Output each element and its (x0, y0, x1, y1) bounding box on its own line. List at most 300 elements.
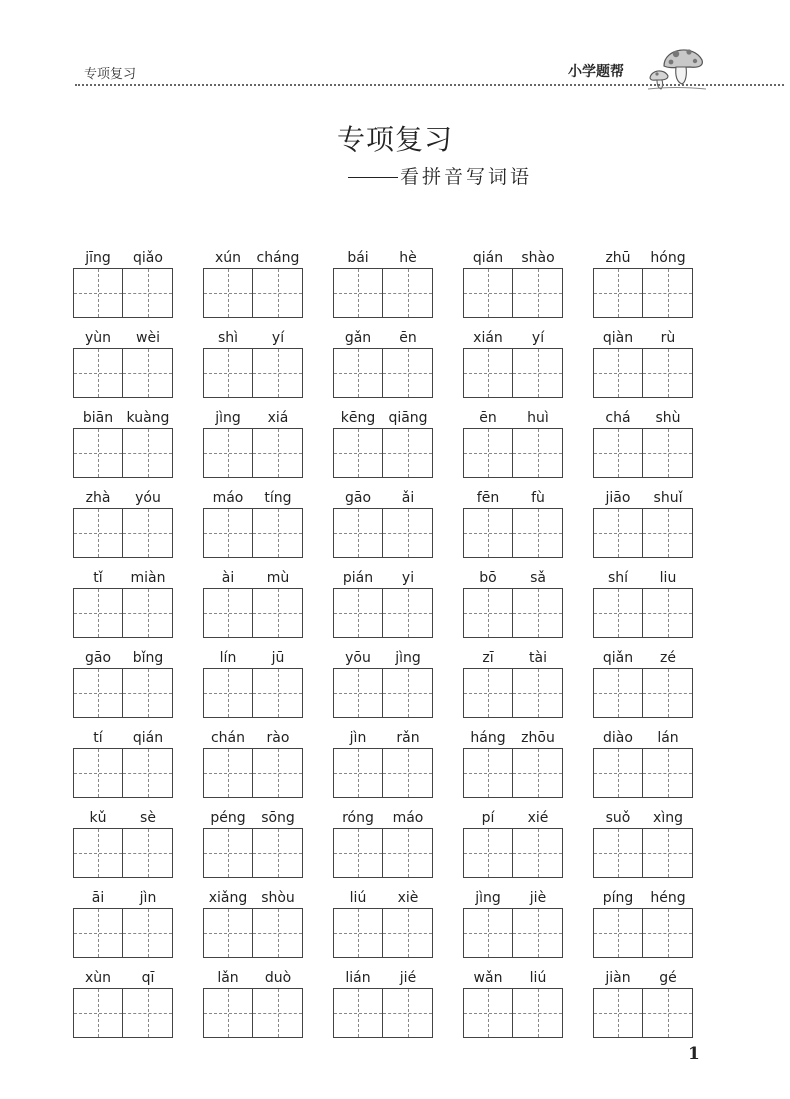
tianzige-box[interactable] (253, 268, 303, 318)
pinyin-syllable: gé (659, 970, 677, 986)
tianzige-box[interactable] (333, 668, 383, 718)
tianzige-box[interactable] (73, 348, 123, 398)
pinyin-syllable: gāo (344, 490, 372, 506)
tianzige-box[interactable] (203, 828, 253, 878)
pinyin-pair (593, 328, 693, 348)
word-item (333, 408, 463, 488)
writing-boxes (593, 428, 693, 478)
exercise-row (73, 648, 713, 728)
pinyin-syllable: shuǐ (653, 490, 683, 506)
tianzige-box[interactable] (383, 668, 433, 718)
pinyin-syllable: xiá (267, 410, 289, 426)
pinyin-pair (463, 968, 563, 988)
tianzige-box[interactable] (203, 908, 253, 958)
pinyin-syllable: huì (527, 410, 549, 426)
writing-boxes (593, 748, 693, 798)
pinyin-syllable: qián (472, 250, 504, 266)
writing-boxes (593, 988, 693, 1038)
pinyin-pair (593, 488, 693, 508)
tianzige-box[interactable] (463, 428, 513, 478)
exercise-row (73, 888, 713, 968)
pinyin-syllable: fù (531, 490, 545, 506)
writing-boxes (203, 988, 303, 1038)
pinyin-syllable: qī (141, 970, 155, 986)
pinyin-syllable: cháng (256, 250, 300, 266)
tianzige-box[interactable] (383, 908, 433, 958)
tianzige-box[interactable] (123, 828, 173, 878)
pinyin-pair (463, 408, 563, 428)
writing-boxes (333, 428, 433, 478)
tianzige-box[interactable] (333, 748, 383, 798)
tianzige-box[interactable] (643, 348, 693, 398)
tianzige-box[interactable] (253, 428, 303, 478)
pinyin-syllable: gāo (84, 650, 112, 666)
tianzige-box[interactable] (593, 908, 643, 958)
tianzige-box[interactable] (253, 588, 303, 638)
pinyin-pair (203, 248, 303, 268)
word-item (203, 648, 333, 728)
word-item (203, 248, 333, 328)
word-item (333, 568, 463, 648)
pinyin-syllable: rù (660, 330, 676, 346)
tianzige-box[interactable] (513, 668, 563, 718)
pinyin-syllable: jīng (85, 250, 111, 266)
tianzige-box[interactable] (643, 748, 693, 798)
pinyin-syllable: háng (470, 730, 506, 746)
pinyin-syllable: liu (659, 570, 677, 586)
word-item (333, 328, 463, 408)
tianzige-box[interactable] (203, 668, 253, 718)
word-item (333, 808, 463, 888)
word-item (333, 488, 463, 568)
tianzige-box[interactable] (73, 428, 123, 478)
pinyin-syllable: yōu (345, 650, 371, 666)
writing-boxes (593, 588, 693, 638)
tianzige-box[interactable] (333, 828, 383, 878)
tianzige-box[interactable] (463, 828, 513, 878)
writing-boxes (593, 508, 693, 558)
pinyin-syllable: hóng (650, 250, 686, 266)
pinyin-pair (203, 488, 303, 508)
tianzige-box[interactable] (333, 908, 383, 958)
pinyin-syllable: yùn (84, 330, 112, 346)
tianzige-box[interactable] (123, 668, 173, 718)
pinyin-syllable: zhū (605, 250, 631, 266)
tianzige-box[interactable] (383, 268, 433, 318)
tianzige-box[interactable] (73, 588, 123, 638)
tianzige-box[interactable] (253, 348, 303, 398)
tianzige-box[interactable] (463, 348, 513, 398)
pinyin-syllable: yi (401, 570, 415, 586)
tianzige-box[interactable] (123, 748, 173, 798)
pinyin-syllable: lǎn (217, 970, 239, 986)
word-item (203, 808, 333, 888)
pinyin-pair (593, 408, 693, 428)
pinyin-syllable: lín (219, 650, 237, 666)
pinyin-syllable: tǐ (93, 570, 103, 586)
pinyin-pair (593, 888, 693, 908)
tianzige-box[interactable] (123, 988, 173, 1038)
tianzige-box[interactable] (253, 668, 303, 718)
pinyin-syllable: duò (264, 970, 292, 986)
tianzige-box[interactable] (643, 268, 693, 318)
writing-boxes (593, 828, 693, 878)
tianzige-box[interactable] (513, 428, 563, 478)
pinyin-pair (333, 248, 433, 268)
pinyin-syllable: shù (655, 410, 681, 426)
tianzige-box[interactable] (463, 748, 513, 798)
tianzige-box[interactable] (123, 348, 173, 398)
pinyin-pair (593, 808, 693, 828)
pinyin-syllable: sōng (261, 810, 295, 826)
word-item (73, 488, 203, 568)
word-item (333, 888, 463, 968)
writing-boxes (73, 588, 173, 638)
tianzige-box[interactable] (513, 828, 563, 878)
tianzige-box[interactable] (593, 348, 643, 398)
exercise-row (73, 728, 713, 808)
tianzige-box[interactable] (593, 508, 643, 558)
tianzige-box[interactable] (513, 508, 563, 558)
pinyin-syllable: rǎn (396, 730, 420, 746)
pinyin-pair (593, 248, 693, 268)
writing-boxes (203, 428, 303, 478)
pinyin-syllable: jìng (215, 410, 241, 426)
pinyin-syllable: jìng (395, 650, 421, 666)
pinyin-syllable: chán (210, 730, 246, 746)
pinyin-syllable: zī (482, 650, 494, 666)
writing-boxes (333, 668, 433, 718)
tianzige-box[interactable] (123, 268, 173, 318)
tianzige-box[interactable] (73, 988, 123, 1038)
pinyin-syllable: héng (650, 890, 686, 906)
pinyin-syllable: wǎn (473, 970, 503, 986)
tianzige-box[interactable] (333, 428, 383, 478)
tianzige-box[interactable] (253, 988, 303, 1038)
pinyin-pair (463, 808, 563, 828)
tianzige-box[interactable] (73, 268, 123, 318)
pinyin-syllable: jìn (349, 730, 367, 746)
tianzige-box[interactable] (383, 748, 433, 798)
tianzige-box[interactable] (513, 348, 563, 398)
pinyin-syllable: ài (221, 570, 235, 586)
pinyin-syllable: pí (481, 810, 495, 826)
word-item (73, 968, 203, 1048)
tianzige-box[interactable] (463, 588, 513, 638)
tianzige-box[interactable] (593, 748, 643, 798)
tianzige-box[interactable] (513, 988, 563, 1038)
pinyin-pair (203, 888, 303, 908)
pinyin-syllable: xián (473, 330, 503, 346)
pinyin-syllable: xùn (84, 970, 112, 986)
exercise-row (73, 408, 713, 488)
tianzige-box[interactable] (203, 748, 253, 798)
pinyin-syllable: lián (345, 970, 371, 986)
writing-boxes (593, 668, 693, 718)
pinyin-syllable: píng (602, 890, 634, 906)
tianzige-box[interactable] (73, 508, 123, 558)
tianzige-box[interactable] (383, 508, 433, 558)
tianzige-box[interactable] (203, 588, 253, 638)
writing-boxes (333, 908, 433, 958)
pinyin-pair (73, 648, 173, 668)
tianzige-box[interactable] (73, 908, 123, 958)
writing-boxes (203, 828, 303, 878)
word-item (203, 328, 333, 408)
exercise-row (73, 328, 713, 408)
pinyin-syllable: chá (605, 410, 631, 426)
tianzige-box[interactable] (463, 668, 513, 718)
writing-boxes (333, 988, 433, 1038)
pinyin-syllable: yóu (135, 490, 161, 506)
writing-boxes (203, 668, 303, 718)
pinyin-pair (463, 888, 563, 908)
pinyin-syllable: yí (271, 330, 285, 346)
tianzige-box[interactable] (463, 908, 513, 958)
pinyin-pair (333, 648, 433, 668)
tianzige-box[interactable] (463, 988, 513, 1038)
writing-boxes (73, 668, 173, 718)
pinyin-syllable: shí (607, 570, 629, 586)
pinyin-syllable: lán (657, 730, 679, 746)
pinyin-syllable: mù (266, 570, 290, 586)
writing-boxes (463, 508, 563, 558)
tianzige-box[interactable] (253, 748, 303, 798)
tianzige-box[interactable] (203, 268, 253, 318)
pinyin-syllable: tí (93, 730, 103, 746)
tianzige-box[interactable] (203, 508, 253, 558)
pinyin-syllable: kēng (340, 410, 376, 426)
tianzige-box[interactable] (203, 428, 253, 478)
tianzige-box[interactable] (643, 828, 693, 878)
writing-boxes (203, 508, 303, 558)
word-item (73, 328, 203, 408)
exercise-row (73, 488, 713, 568)
pinyin-syllable: xiǎng (208, 890, 248, 906)
word-item (463, 648, 593, 728)
pinyin-syllable: jū (271, 650, 285, 666)
tianzige-box[interactable] (73, 828, 123, 878)
word-item (203, 728, 333, 808)
pinyin-syllable: liú (529, 970, 547, 986)
word-item (593, 808, 723, 888)
tianzige-box[interactable] (333, 988, 383, 1038)
tianzige-box[interactable] (513, 268, 563, 318)
header-section-label: 专项复习 (84, 67, 137, 82)
pinyin-pair (463, 248, 563, 268)
tianzige-box[interactable] (593, 988, 643, 1038)
writing-boxes (203, 588, 303, 638)
tianzige-box[interactable] (463, 268, 513, 318)
pinyin-syllable: ǎi (401, 490, 415, 506)
pinyin-syllable: shì (217, 330, 239, 346)
tianzige-box[interactable] (593, 428, 643, 478)
word-item (593, 488, 723, 568)
tianzige-box[interactable] (643, 908, 693, 958)
pinyin-syllable: miàn (130, 570, 166, 586)
pinyin-syllable: liú (349, 890, 367, 906)
pinyin-pair (203, 728, 303, 748)
tianzige-box[interactable] (73, 748, 123, 798)
writing-boxes (463, 828, 563, 878)
word-item (203, 488, 333, 568)
pinyin-syllable: ēn (399, 330, 417, 346)
word-item (463, 488, 593, 568)
writing-boxes (203, 348, 303, 398)
pinyin-syllable: jiè (529, 890, 547, 906)
word-item (593, 328, 723, 408)
tianzige-box[interactable] (463, 508, 513, 558)
word-item (463, 728, 593, 808)
tianzige-box[interactable] (123, 428, 173, 478)
tianzige-box[interactable] (73, 668, 123, 718)
writing-boxes (463, 668, 563, 718)
pinyin-syllable: rào (266, 730, 290, 746)
tianzige-box[interactable] (643, 428, 693, 478)
writing-boxes (333, 828, 433, 878)
pinyin-syllable: qián (132, 730, 164, 746)
tianzige-box[interactable] (593, 268, 643, 318)
tianzige-box[interactable] (593, 668, 643, 718)
pinyin-pair (73, 808, 173, 828)
tianzige-box[interactable] (643, 668, 693, 718)
word-item (203, 888, 333, 968)
tianzige-box[interactable] (593, 828, 643, 878)
pinyin-pair (463, 328, 563, 348)
tianzige-box[interactable] (253, 828, 303, 878)
tianzige-box[interactable] (513, 908, 563, 958)
word-item (593, 568, 723, 648)
tianzige-box[interactable] (333, 508, 383, 558)
tianzige-box[interactable] (123, 588, 173, 638)
tianzige-box[interactable] (383, 988, 433, 1038)
tianzige-box[interactable] (643, 588, 693, 638)
pinyin-syllable: jiāo (605, 490, 631, 506)
tianzige-box[interactable] (333, 268, 383, 318)
writing-boxes (463, 268, 563, 318)
word-item (463, 248, 593, 328)
tianzige-box[interactable] (253, 508, 303, 558)
pinyin-syllable: qiāng (388, 410, 428, 426)
pinyin-syllable: péng (210, 810, 246, 826)
pinyin-syllable: jiàn (605, 970, 631, 986)
tianzige-box[interactable] (643, 508, 693, 558)
writing-boxes (593, 268, 693, 318)
pinyin-syllable: bǐng (132, 650, 164, 666)
word-item (73, 248, 203, 328)
pinyin-syllable: zé (660, 650, 676, 666)
writing-boxes (203, 268, 303, 318)
pinyin-pair (73, 888, 173, 908)
word-item (333, 648, 463, 728)
word-item (593, 248, 723, 328)
tianzige-box[interactable] (203, 988, 253, 1038)
tianzige-box[interactable] (383, 588, 433, 638)
pinyin-pair (333, 968, 433, 988)
word-item (73, 408, 203, 488)
word-item (73, 808, 203, 888)
exercise-grid (73, 248, 713, 1048)
word-item (593, 408, 723, 488)
writing-boxes (73, 508, 173, 558)
word-item (73, 568, 203, 648)
tianzige-box[interactable] (513, 748, 563, 798)
exercise-row (73, 248, 713, 328)
pinyin-syllable: jìng (475, 890, 501, 906)
writing-boxes (463, 588, 563, 638)
tianzige-box[interactable] (203, 348, 253, 398)
tianzige-box[interactable] (333, 588, 383, 638)
subtitle-dash (348, 177, 398, 178)
pinyin-pair (593, 968, 693, 988)
pinyin-syllable: kuàng (126, 410, 170, 426)
pinyin-syllable: fēn (476, 490, 500, 506)
tianzige-box[interactable] (643, 988, 693, 1038)
word-item (593, 648, 723, 728)
word-item (593, 888, 723, 968)
tianzige-box[interactable] (513, 588, 563, 638)
pinyin-syllable: máo (212, 490, 244, 506)
writing-boxes (333, 268, 433, 318)
pinyin-syllable: sè (140, 810, 156, 826)
pinyin-pair (203, 808, 303, 828)
pinyin-pair (463, 648, 563, 668)
pinyin-pair (73, 408, 173, 428)
tianzige-box[interactable] (593, 588, 643, 638)
tianzige-box[interactable] (383, 348, 433, 398)
pinyin-pair (333, 488, 433, 508)
pinyin-pair (73, 488, 173, 508)
pinyin-syllable: zhà (85, 490, 111, 506)
pinyin-syllable: āi (91, 890, 105, 906)
writing-boxes (73, 748, 173, 798)
exercise-row (73, 568, 713, 648)
pinyin-syllable: xún (214, 250, 242, 266)
tianzige-box[interactable] (333, 348, 383, 398)
pinyin-pair (73, 728, 173, 748)
pinyin-pair (203, 968, 303, 988)
tianzige-box[interactable] (383, 828, 433, 878)
word-item (73, 728, 203, 808)
word-item (203, 408, 333, 488)
writing-boxes (333, 508, 433, 558)
pinyin-pair (203, 568, 303, 588)
word-item (203, 968, 333, 1048)
tianzige-box[interactable] (383, 428, 433, 478)
pinyin-pair (463, 488, 563, 508)
pinyin-syllable: pián (342, 570, 374, 586)
pinyin-syllable: qiàn (602, 330, 634, 346)
pinyin-syllable: róng (342, 810, 374, 826)
pinyin-syllable: shòu (261, 890, 295, 906)
pinyin-pair (333, 328, 433, 348)
pinyin-syllable: hè (399, 250, 417, 266)
pinyin-syllable: diào (603, 730, 633, 746)
tianzige-box[interactable] (123, 508, 173, 558)
tianzige-box[interactable] (253, 908, 303, 958)
writing-boxes (463, 348, 563, 398)
pinyin-syllable: sǎ (530, 570, 546, 586)
writing-boxes (593, 348, 693, 398)
word-item (203, 568, 333, 648)
pinyin-pair (73, 328, 173, 348)
pinyin-syllable: suǒ (605, 810, 631, 826)
pinyin-pair (333, 568, 433, 588)
word-item (73, 888, 203, 968)
pinyin-syllable: jìn (139, 890, 157, 906)
tianzige-box[interactable] (123, 908, 173, 958)
pinyin-syllable: jié (399, 970, 417, 986)
